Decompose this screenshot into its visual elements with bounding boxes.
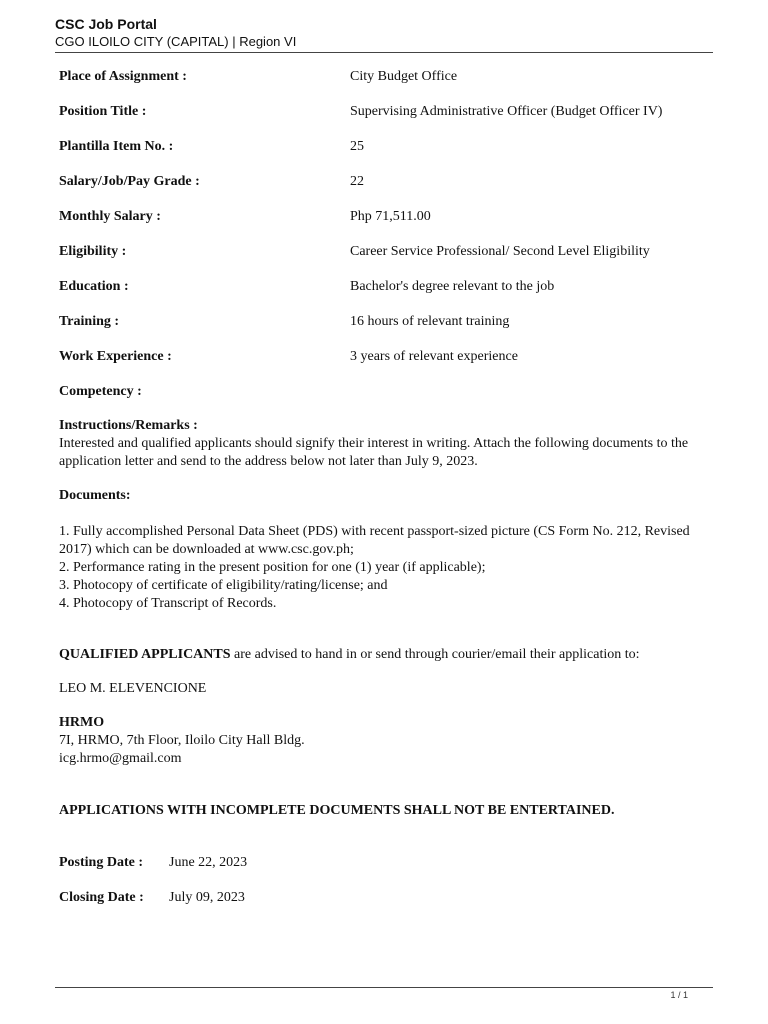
posting-date-value: June 22, 2023: [169, 855, 248, 870]
closing-date-value: July 09, 2023: [169, 890, 245, 905]
header-divider: [55, 52, 713, 53]
instructions-section: [59, 417, 709, 471]
incomplete-documents-warning: APPLICATIONS WITH INCOMPLETE DOCUMENTS SHALL NOT BE ENTERTAINED.: [59, 803, 615, 818]
field-value: 22: [350, 174, 364, 189]
qualified-applicants-note: [59, 646, 709, 664]
field-eligibility: [59, 242, 709, 262]
field-label: Position Title :: [59, 104, 147, 119]
field-label: Salary/Job/Pay Grade :: [59, 174, 200, 189]
instructions-label: Instructions/Remarks :: [59, 418, 198, 433]
field-value: Php 71,511.00: [350, 209, 431, 224]
field-label: Education :: [59, 279, 129, 294]
field-value: City Budget Office: [350, 69, 458, 84]
contact-section: [59, 714, 709, 768]
field-place-of-assignment: [59, 67, 709, 87]
documents-section: [59, 487, 709, 505]
contact-email: icg.hrmo@gmail.com: [59, 751, 182, 766]
field-position-title: [59, 102, 709, 122]
field-monthly-salary: [59, 207, 709, 227]
field-value: 16 hours of relevant training: [350, 314, 510, 329]
page-header: [55, 16, 713, 50]
field-education: [59, 277, 709, 297]
field-label: Plantilla Item No. :: [59, 139, 174, 154]
field-label: Monthly Salary :: [59, 209, 161, 224]
field-value: 25: [350, 139, 364, 154]
field-label: Eligibility :: [59, 244, 127, 259]
field-value: 3 years of relevant experience: [350, 349, 518, 364]
document-item: 2. Performance rating in the present position for one (1) year (if applicable);: [59, 560, 486, 575]
field-plantilla-item: [59, 137, 709, 157]
field-salary-grade: [59, 172, 709, 192]
field-work-experience: [59, 347, 709, 367]
portal-title: CSC Job Portal: [55, 16, 157, 32]
instructions-text: Interested and qualified applicants should signify their interest in writing. Attach the following documents to the application letter and send to the address below not later than July 9, 2023.: [59, 436, 689, 469]
field-competency: [59, 382, 709, 402]
contact-name: LEO M. ELEVENCIONE: [59, 681, 207, 696]
field-training: [59, 312, 709, 332]
closing-date-label: Closing Date :: [59, 890, 144, 905]
qualified-applicants-text: are advised to hand in or send through courier/email their application to:: [230, 647, 640, 662]
document-item: 1. Fully accomplished Personal Data Sheet (PDS) with recent passport-sized picture (CS Form No. 212, Revised 2017) which can be downloaded at www.csc.gov.ph;: [59, 524, 690, 557]
documents-list: [59, 523, 709, 613]
contact-address: 7I, HRMO, 7th Floor, Iloilo City Hall Bldg.: [59, 733, 305, 748]
qualified-applicants-heading: QUALIFIED APPLICANTS: [59, 647, 231, 662]
field-label: Competency :: [59, 384, 142, 399]
field-label: Work Experience :: [59, 349, 172, 364]
page-number: 1 / 1: [670, 990, 688, 1000]
field-value: Bachelor's degree relevant to the job: [350, 279, 555, 294]
document-item: 3. Photocopy of certificate of eligibility/rating/license; and: [59, 578, 388, 593]
documents-label: Documents:: [59, 488, 131, 503]
field-value: Supervising Administrative Officer (Budget Officer IV): [350, 104, 663, 119]
contact-position: HRMO: [59, 715, 105, 730]
document-item: 4. Photocopy of Transcript of Records.: [59, 596, 277, 611]
footer-divider: [55, 987, 713, 988]
portal-subtitle: CGO ILOILO CITY (CAPITAL) | Region VI: [55, 34, 297, 49]
field-label: Place of Assignment :: [59, 69, 187, 84]
field-label: Training :: [59, 314, 120, 329]
posting-date-label: Posting Date :: [59, 855, 143, 870]
field-value: Career Service Professional/ Second Level Eligibility: [350, 244, 650, 259]
